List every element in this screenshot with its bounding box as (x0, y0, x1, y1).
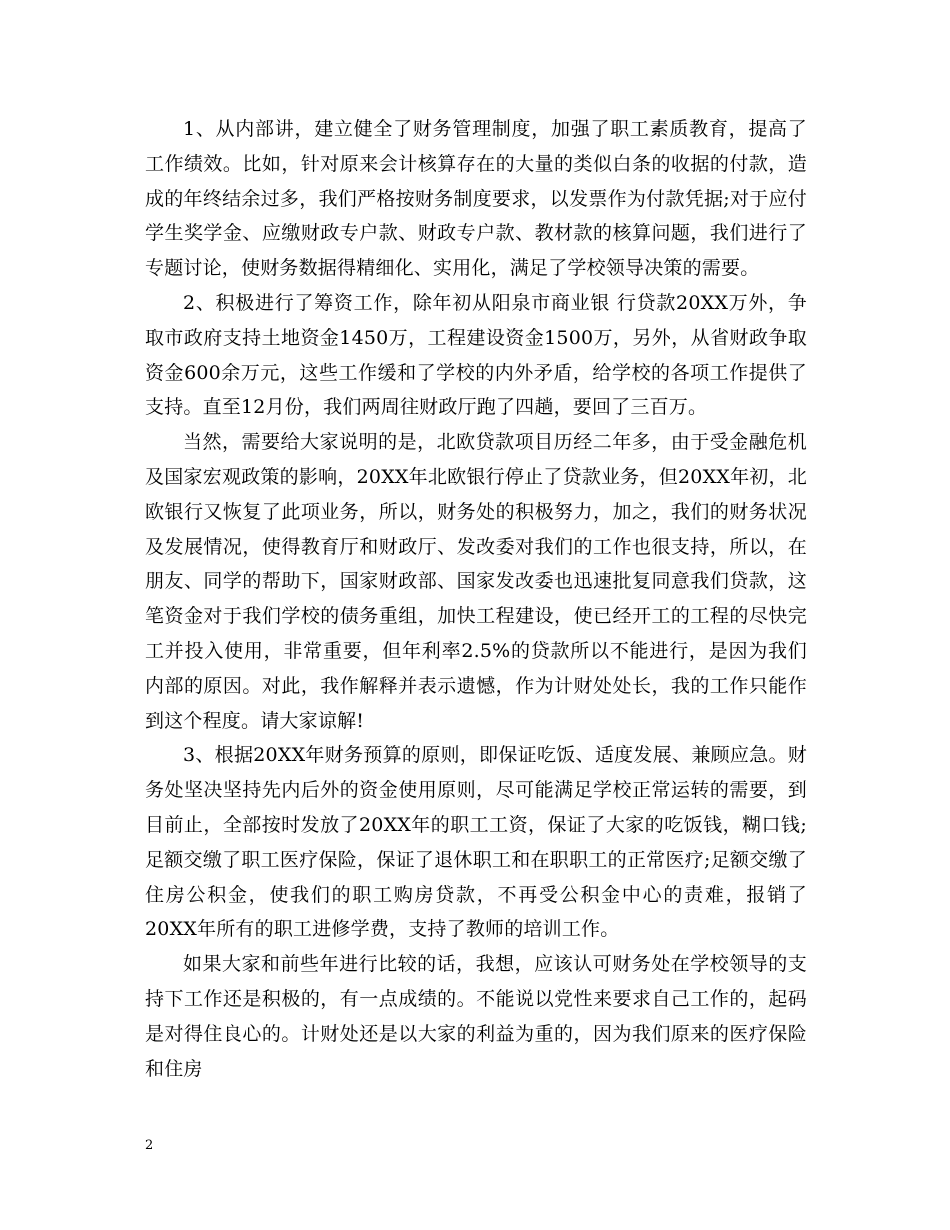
paragraph-5: 如果大家和前些年进行比较的话，我想，应该认可财务处在学校领导的支持下工作还是积极的，有一点成绩的。不能说以党性来要求自己工作的，起码是对得住良心的。计财处还是以大家的利益为重的，因为我们原来的医疗保险和住房 (145, 953, 807, 1080)
paragraph-3: 当然，需要给大家说明的是，北欧贷款项目历经二年多，由于受金融危机及国家宏观政策的影响，20XX年北欧银行停止了贷款业务，但20XX年初，北欧银行又恢复了此项业务，所以，财务处的积极努力，加之，我们的财务状况及发展情况，使得教育厅和财政厅、发改委对我们的工作也很支持，所以，在朋友、同学的帮助下，国家财政部、国家发改委也迅速批复同意我们贷款，这笔资金对于我们学校的债务重组，加快工程建设，使已经开工的工程的尽快完工并投入使用，非常重要，但年利率2.5%的贷款所以不能进行，是因为我们内部的原因。对此，我作解释并表示遗憾，作为计财处处长，我的工作只能作到这个程度。请大家谅解! (145, 431, 807, 732)
paragraph-1: 1、从内部讲，建立健全了财务管理制度，加强了职工素质教育，提高了工作绩效。比如，针对原来会计核算存在的大量的类似白条的收据的付款，造成的年终结余过多，我们严格按财务制度要求，以发票作为付款凭据;对于应付学生奖学金、应缴财政专户款、财政专户款、教材款的核算问题，我们进行了专题讨论，使财务数据得精细化、实用化，满足了学校领导决策的需要。 (145, 118, 807, 280)
document-body (145, 112, 807, 1086)
page-number: 2 (145, 1138, 154, 1153)
paragraph-4: 3、根据20XX年财务预算的原则，即保证吃饭、适度发展、兼顾应急。财务处坚决坚持先内后外的资金使用原则，尽可能满足学校正常运转的需要，到目前止，全部按时发放了20XX年的职工工资，保证了大家的吃饭钱，糊口钱;足额交缴了职工医疗保险，保证了退休职工和在职职工的正常医疗;足额交缴了住房公积金，使我们的职工购房贷款，不再受公积金中心的责难，报销了20XX年所有的职工进修学费，支持了教师的培训工作。 (145, 744, 807, 941)
paragraph-2: 2、积极进行了筹资工作，除年初从阳泉市商业银 行贷款20XX万外，争取市政府支持土地资金1450万，工程建设资金1500万，另外，从省财政争取资金600余万元，这些工作缓和了学校的内外矛盾，给学校的各项工作提供了支持。直至12月份，我们两周往财政厅跑了四趟，要回了三百万。 (145, 291, 807, 419)
